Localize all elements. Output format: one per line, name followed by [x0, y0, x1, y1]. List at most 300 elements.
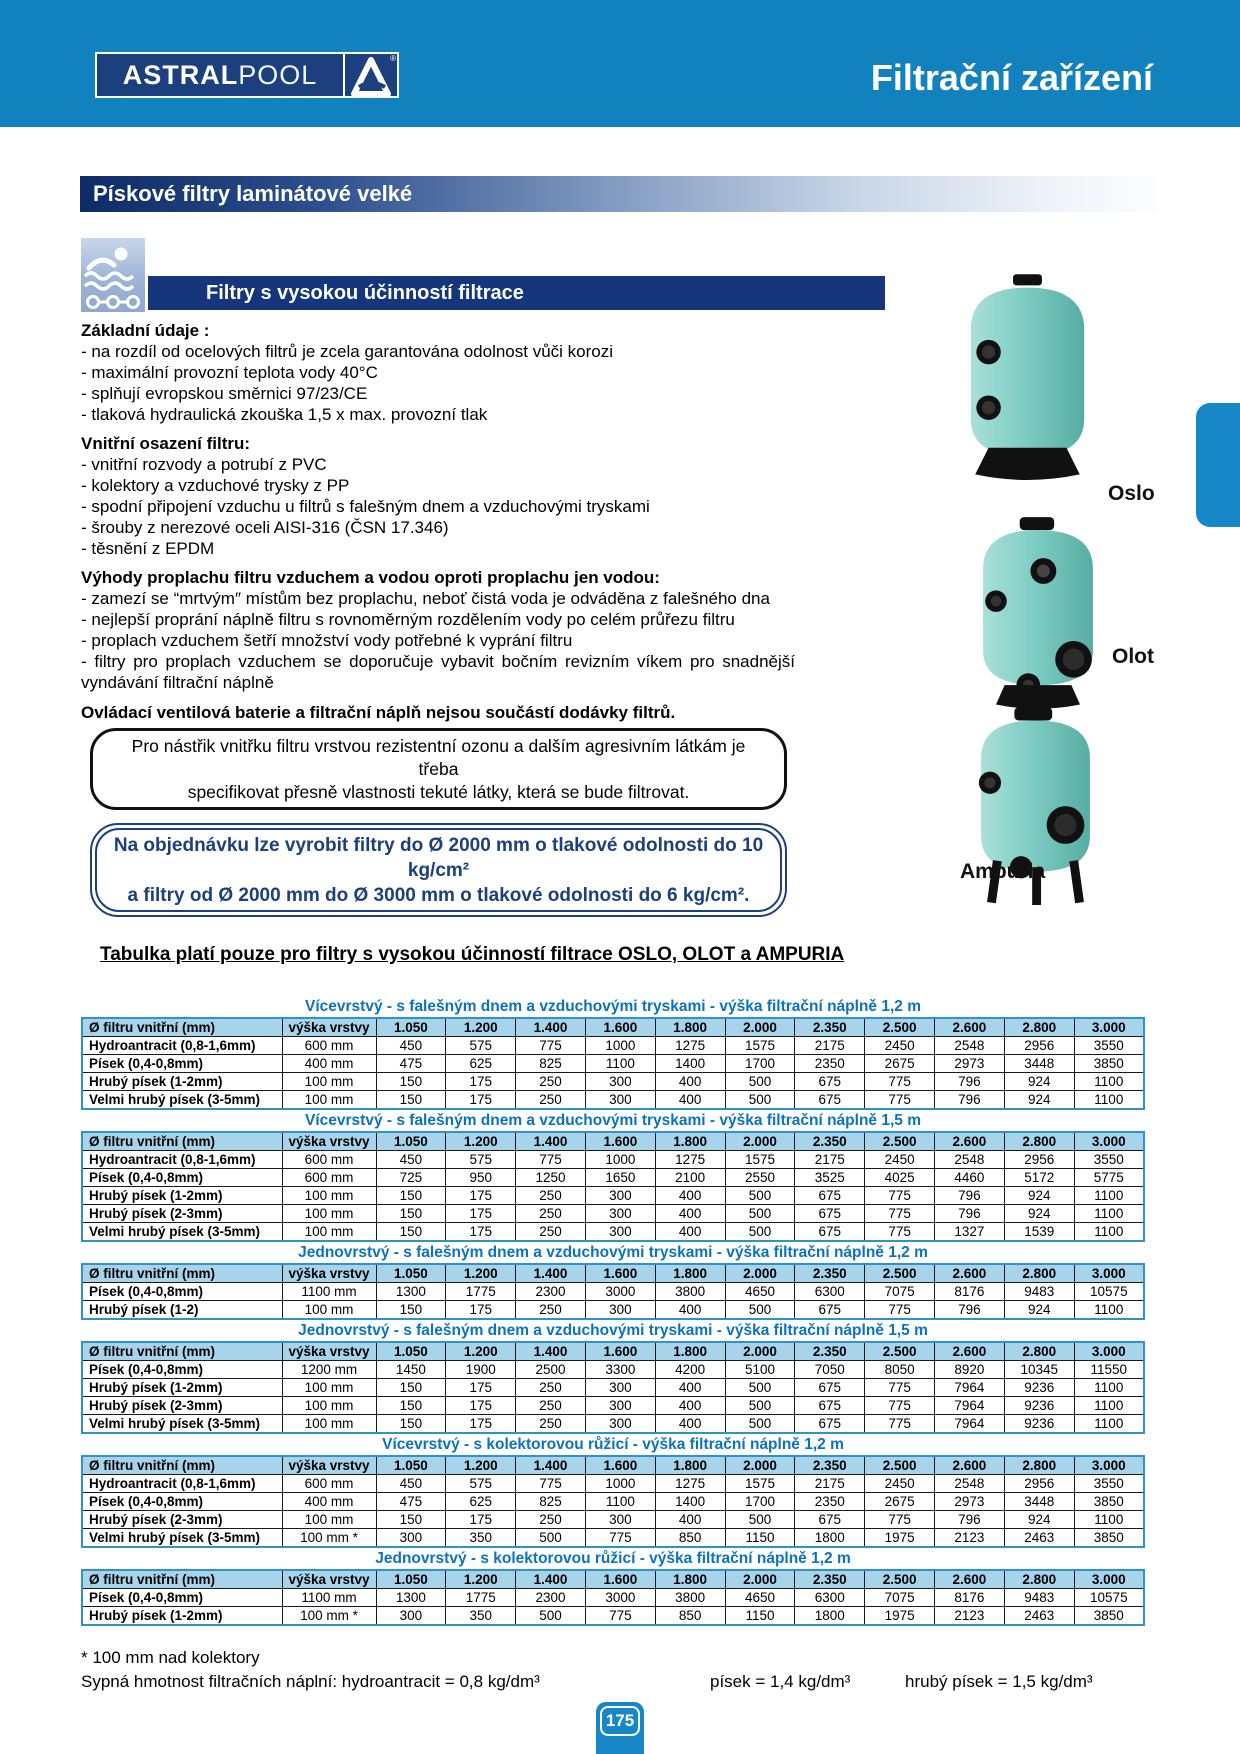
value-cell: 400	[655, 1379, 725, 1397]
table-group-title: Jednovrstvý - s kolektorovou růžicí - výška filtrační náplně 1,2 m	[375, 1550, 851, 1567]
swimmer-icon	[81, 238, 145, 312]
value-cell: 1100	[585, 1055, 655, 1073]
filter-size-table	[81, 1131, 1145, 1242]
value-cell: 675	[795, 1511, 865, 1529]
table-row	[82, 1511, 1144, 1529]
value-cell: 1100	[1074, 1511, 1144, 1529]
advantages-list	[81, 588, 795, 693]
layer-height-cell: 600 mm	[282, 1037, 376, 1055]
table-row	[82, 1151, 1144, 1169]
table-group-title: Vícevrstvý - s falešným dnem a vzduchovými tryskami - výška filtrační náplně 1,5 m	[305, 1112, 921, 1129]
value-cell: 575	[446, 1475, 516, 1493]
filter-size-table	[81, 1341, 1145, 1434]
table-row	[82, 1379, 1144, 1397]
column-header: 2.500	[865, 1264, 935, 1283]
value-cell: 796	[935, 1091, 1005, 1110]
value-cell: 950	[446, 1169, 516, 1187]
filter-size-table	[81, 1017, 1145, 1110]
layer-height-cell: 100 mm	[282, 1301, 376, 1320]
value-cell: 9236	[1004, 1397, 1074, 1415]
value-cell: 300	[585, 1511, 655, 1529]
value-cell: 1100	[1074, 1073, 1144, 1091]
value-cell: 300	[585, 1415, 655, 1434]
media-label-cell: Hrubý písek (2-3mm)	[82, 1397, 282, 1415]
value-cell: 2450	[865, 1475, 935, 1493]
value-cell: 3850	[1074, 1055, 1144, 1073]
value-cell: 400	[655, 1511, 725, 1529]
media-label-cell: Písek (0,4-0,8mm)	[82, 1493, 282, 1511]
value-cell: 1300	[376, 1283, 446, 1301]
column-header: 1.800	[655, 1570, 725, 1589]
value-cell: 11550	[1074, 1361, 1144, 1379]
layer-height-cell: 100 mm	[282, 1511, 376, 1529]
value-cell: 1150	[725, 1607, 795, 1626]
value-cell: 1100	[1074, 1187, 1144, 1205]
value-cell: 2350	[795, 1493, 865, 1511]
value-cell: 250	[516, 1397, 586, 1415]
table-row	[82, 1223, 1144, 1242]
value-cell: 2123	[935, 1607, 1005, 1626]
value-cell: 1775	[446, 1589, 516, 1607]
value-cell: 8050	[865, 1361, 935, 1379]
value-cell: 675	[795, 1415, 865, 1434]
value-cell: 350	[446, 1529, 516, 1548]
column-header: Ø filtru vnitřní (mm)	[82, 1264, 282, 1283]
value-cell: 150	[376, 1511, 446, 1529]
value-cell: 400	[655, 1301, 725, 1320]
value-cell: 10345	[1004, 1361, 1074, 1379]
value-cell: 9236	[1004, 1379, 1074, 1397]
value-cell: 250	[516, 1379, 586, 1397]
value-cell: 150	[376, 1205, 446, 1223]
bullet-item: - kolektory a vzduchové trysky z PP	[81, 476, 350, 495]
value-cell: 796	[935, 1301, 1005, 1320]
column-header: 3.000	[1074, 1342, 1144, 1361]
table-row	[82, 1397, 1144, 1415]
layer-height-cell: 600 mm	[282, 1151, 376, 1169]
value-cell: 400	[655, 1415, 725, 1434]
column-header: 1.600	[585, 1456, 655, 1475]
column-header: 2.800	[1004, 1342, 1074, 1361]
value-cell: 3800	[655, 1589, 725, 1607]
value-cell: 1150	[725, 1529, 795, 1548]
table-row	[82, 1187, 1144, 1205]
value-cell: 1975	[865, 1607, 935, 1626]
value-cell: 3000	[585, 1589, 655, 1607]
value-cell: 350	[446, 1607, 516, 1626]
value-cell: 250	[516, 1415, 586, 1434]
value-cell: 500	[725, 1511, 795, 1529]
astralpool-a-logo-mark	[343, 54, 397, 96]
column-header: 2.600	[935, 1456, 1005, 1475]
column-header: 1.050	[376, 1342, 446, 1361]
value-cell: 1539	[1004, 1223, 1074, 1242]
column-header: Ø filtru vnitřní (mm)	[82, 1132, 282, 1151]
table-header-row	[82, 1342, 1144, 1361]
media-label-cell: Velmi hrubý písek (3-5mm)	[82, 1529, 282, 1548]
column-header: 2.600	[935, 1132, 1005, 1151]
value-cell: 2973	[935, 1493, 1005, 1511]
media-label-cell: Hrubý písek (2-3mm)	[82, 1205, 282, 1223]
value-cell: 250	[516, 1223, 586, 1242]
value-cell: 625	[446, 1493, 516, 1511]
column-header: 2.500	[865, 1018, 935, 1037]
value-cell: 1800	[795, 1529, 865, 1548]
layer-height-cell: 100 mm	[282, 1073, 376, 1091]
column-header: 2.000	[725, 1264, 795, 1283]
filter-size-table	[81, 1455, 1145, 1548]
value-cell: 3550	[1074, 1475, 1144, 1493]
value-cell: 400	[655, 1073, 725, 1091]
value-cell: 500	[516, 1529, 586, 1548]
value-cell: 500	[516, 1607, 586, 1626]
product-label-olot: Olot	[1112, 645, 1154, 668]
value-cell: 924	[1004, 1511, 1074, 1529]
column-header: výška vrstvy	[282, 1342, 376, 1361]
value-cell: 1000	[585, 1037, 655, 1055]
column-header: Ø filtru vnitřní (mm)	[82, 1456, 282, 1475]
value-cell: 675	[795, 1397, 865, 1415]
value-cell: 8176	[935, 1589, 1005, 1607]
value-cell: 775	[865, 1379, 935, 1397]
value-cell: 796	[935, 1511, 1005, 1529]
value-cell: 3850	[1074, 1607, 1144, 1626]
value-cell: 796	[935, 1187, 1005, 1205]
subsection-title: Filtry s vysokou účinností filtrace	[206, 282, 524, 304]
column-header: výška vrstvy	[282, 1018, 376, 1037]
media-label-cell: Písek (0,4-0,8mm)	[82, 1589, 282, 1607]
table-group-title: Vícevrstvý - s kolektorovou růžicí - výška filtrační náplně 1,2 m	[382, 1436, 844, 1453]
value-cell: 9483	[1004, 1283, 1074, 1301]
layer-height-cell: 400 mm	[282, 1493, 376, 1511]
value-cell: 796	[935, 1205, 1005, 1223]
value-cell: 2675	[865, 1055, 935, 1073]
value-cell: 4650	[725, 1283, 795, 1301]
media-label-cell: Písek (0,4-0,8mm)	[82, 1361, 282, 1379]
layer-height-cell: 1100 mm	[282, 1589, 376, 1607]
column-header: 2.800	[1004, 1264, 1074, 1283]
advantages-heading: Výhody proplachu filtru vzduchem a vodou oproti proplachu jen vodou:	[81, 568, 660, 587]
column-header: 1.800	[655, 1342, 725, 1361]
value-cell: 775	[865, 1223, 935, 1242]
value-cell: 8176	[935, 1283, 1005, 1301]
column-header: 1.600	[585, 1018, 655, 1037]
column-header: 2.350	[795, 1018, 865, 1037]
bullet-item: - tlaková hydraulická zkouška 1,5 x max. provozní tlak	[81, 405, 488, 424]
value-cell: 175	[446, 1415, 516, 1434]
value-cell: 175	[446, 1091, 516, 1110]
filter-size-table	[81, 1263, 1145, 1320]
table-row	[82, 1475, 1144, 1493]
density-note-sand: písek = 1,4 kg/dm³	[710, 1672, 851, 1691]
ozone-note-line2: specifikovat přesně vlastnosti tekuté látky, která se bude filtrovat.	[187, 781, 690, 802]
value-cell: 2100	[655, 1169, 725, 1187]
value-cell: 924	[1004, 1073, 1074, 1091]
column-header: 1.800	[655, 1132, 725, 1151]
column-header: 1.400	[516, 1342, 586, 1361]
filter-tables	[81, 996, 1145, 1626]
media-label-cell: Hrubý písek (2-3mm)	[82, 1511, 282, 1529]
value-cell: 1100	[1074, 1205, 1144, 1223]
column-header: 1.400	[516, 1264, 586, 1283]
product-label-ampuria: Ampuria	[960, 860, 1046, 883]
value-cell: 1450	[376, 1361, 446, 1379]
bullet-item: - filtry pro proplach vzduchem se doporučuje vybavit bočním revizním víkem pro snadnější vyndávání filtrační náplně	[81, 652, 795, 692]
column-header: 2.600	[935, 1570, 1005, 1589]
value-cell: 3525	[795, 1169, 865, 1187]
value-cell: 2956	[1004, 1151, 1074, 1169]
page-number-badge	[596, 1702, 644, 1754]
table-row	[82, 1037, 1144, 1055]
value-cell: 475	[376, 1493, 446, 1511]
section-title: Pískové filtry laminátové velké	[93, 181, 413, 206]
value-cell: 5172	[1004, 1169, 1074, 1187]
media-label-cell: Hrubý písek (1-2mm)	[82, 1379, 282, 1397]
value-cell: 450	[376, 1151, 446, 1169]
column-header: 2.000	[725, 1132, 795, 1151]
column-header: 2.000	[725, 1018, 795, 1037]
value-cell: 7964	[935, 1397, 1005, 1415]
table-applicability-note: Tabulka platí pouze pro filtry s vysokou účinností filtrace OSLO, OLOT a AMPURIA	[100, 944, 845, 965]
table-row	[82, 1073, 1144, 1091]
media-label-cell: Hrubý písek (1-2mm)	[82, 1073, 282, 1091]
media-label-cell: Písek (0,4-0,8mm)	[82, 1055, 282, 1073]
column-header: 3.000	[1074, 1456, 1144, 1475]
value-cell: 300	[585, 1091, 655, 1110]
product-label-oslo: Oslo	[1108, 482, 1155, 505]
value-cell: 4200	[655, 1361, 725, 1379]
table-group-title: Jednovrstvý - s falešným dnem a vzduchovými tryskami - výška filtrační náplně 1,5 m	[298, 1322, 928, 1339]
subsection-title-bar	[148, 276, 885, 310]
table-header-row	[82, 1456, 1144, 1475]
layer-height-cell: 100 mm	[282, 1205, 376, 1223]
column-header: 2.350	[795, 1456, 865, 1475]
value-cell: 7050	[795, 1361, 865, 1379]
value-cell: 1100	[1074, 1223, 1144, 1242]
density-note-hydroanthracite: Sypná hmotnost filtračních náplní: hydroantracit = 0,8 kg/dm³	[81, 1672, 540, 1691]
column-header: 1.050	[376, 1018, 446, 1037]
layer-height-cell: 100 mm	[282, 1397, 376, 1415]
value-cell: 1327	[935, 1223, 1005, 1242]
table-header-row	[82, 1132, 1144, 1151]
value-cell: 2450	[865, 1037, 935, 1055]
layer-height-cell: 600 mm	[282, 1475, 376, 1493]
value-cell: 400	[655, 1091, 725, 1110]
column-header: 1.600	[585, 1570, 655, 1589]
value-cell: 500	[725, 1397, 795, 1415]
value-cell: 175	[446, 1397, 516, 1415]
value-cell: 675	[795, 1379, 865, 1397]
value-cell: 775	[865, 1397, 935, 1415]
value-cell: 1275	[655, 1151, 725, 1169]
value-cell: 250	[516, 1073, 586, 1091]
table-row	[82, 1301, 1144, 1320]
table-row	[82, 1205, 1144, 1223]
value-cell: 300	[585, 1187, 655, 1205]
media-label-cell: Hydroantracit (0,8-1,6mm)	[82, 1151, 282, 1169]
column-header: 1.400	[516, 1018, 586, 1037]
value-cell: 175	[446, 1223, 516, 1242]
value-cell: 575	[446, 1037, 516, 1055]
value-cell: 1400	[655, 1493, 725, 1511]
table-row	[82, 1529, 1144, 1548]
layer-height-cell: 100 mm	[282, 1415, 376, 1434]
column-header: 1.200	[446, 1342, 516, 1361]
value-cell: 2548	[935, 1151, 1005, 1169]
table-row	[82, 1589, 1144, 1607]
value-cell: 500	[725, 1073, 795, 1091]
custom-order-line1: Na objednávku lze vyrobit filtry do Ø 2000 mm o tlakové odolnosti do 10 kg/cm²	[113, 834, 764, 881]
bullet-item: - vnitřní rozvody a potrubí z PVC	[81, 455, 327, 474]
value-cell: 775	[516, 1475, 586, 1493]
value-cell: 150	[376, 1415, 446, 1434]
value-cell: 1975	[865, 1529, 935, 1548]
logo-astral: ASTRAL	[122, 59, 239, 90]
value-cell: 4460	[935, 1169, 1005, 1187]
value-cell: 1300	[376, 1589, 446, 1607]
value-cell: 850	[655, 1529, 725, 1548]
column-header: 2.800	[1004, 1456, 1074, 1475]
value-cell: 500	[725, 1301, 795, 1320]
value-cell: 450	[376, 1037, 446, 1055]
header-band	[0, 0, 1240, 127]
value-cell: 2175	[795, 1475, 865, 1493]
value-cell: 2463	[1004, 1607, 1074, 1626]
ozone-note-box	[90, 728, 787, 810]
value-cell: 1575	[725, 1475, 795, 1493]
media-label-cell: Hrubý písek (1-2mm)	[82, 1187, 282, 1205]
custom-order-box-inner	[95, 828, 782, 912]
column-header: 2.000	[725, 1570, 795, 1589]
value-cell: 300	[376, 1529, 446, 1548]
custom-order-line2: a filtry od Ø 2000 mm do Ø 3000 mm o tlakové odolnosti do 6 kg/cm².	[127, 884, 750, 906]
table-header-row	[82, 1570, 1144, 1589]
value-cell: 3448	[1004, 1493, 1074, 1511]
value-cell: 775	[516, 1037, 586, 1055]
value-cell: 924	[1004, 1091, 1074, 1110]
media-label-cell: Velmi hrubý písek (3-5mm)	[82, 1091, 282, 1110]
column-header: 1.400	[516, 1456, 586, 1475]
value-cell: 175	[446, 1073, 516, 1091]
value-cell: 5100	[725, 1361, 795, 1379]
value-cell: 250	[516, 1301, 586, 1320]
value-cell: 2956	[1004, 1475, 1074, 1493]
table-row	[82, 1607, 1144, 1626]
column-header: 1.200	[446, 1456, 516, 1475]
value-cell: 775	[516, 1151, 586, 1169]
custom-order-box	[90, 823, 787, 917]
bullet-item: - spodní připojení vzduchu u filtrů s falešným dnem a vzduchovými tryskami	[81, 497, 650, 516]
filter-size-table	[81, 1569, 1145, 1626]
media-label-cell: Hrubý písek (1-2)	[82, 1301, 282, 1320]
basic-data-heading: Základní údaje :	[81, 321, 210, 340]
a-triangle-icon	[349, 57, 393, 97]
layer-height-cell: 1200 mm	[282, 1361, 376, 1379]
column-header: 1.200	[446, 1570, 516, 1589]
column-header: 3.000	[1074, 1264, 1144, 1283]
table-group-title: Jednovrstvý - s falešným dnem a vzduchovými tryskami - výška filtrační náplně 1,2 m	[298, 1244, 928, 1261]
value-cell: 1000	[585, 1475, 655, 1493]
column-header: výška vrstvy	[282, 1132, 376, 1151]
value-cell: 150	[376, 1397, 446, 1415]
value-cell: 450	[376, 1475, 446, 1493]
value-cell: 1275	[655, 1475, 725, 1493]
value-cell: 924	[1004, 1301, 1074, 1320]
layer-height-cell: 1100 mm	[282, 1283, 376, 1301]
value-cell: 400	[655, 1397, 725, 1415]
value-cell: 3000	[585, 1283, 655, 1301]
value-cell: 725	[376, 1169, 446, 1187]
value-cell: 300	[376, 1607, 446, 1626]
column-header: 1.050	[376, 1132, 446, 1151]
column-header: 1.400	[516, 1132, 586, 1151]
column-header: 1.600	[585, 1264, 655, 1283]
basic-data-list	[81, 341, 795, 425]
value-cell: 675	[795, 1205, 865, 1223]
value-cell: 2350	[795, 1055, 865, 1073]
value-cell: 775	[865, 1301, 935, 1320]
logo-pool: POOL	[238, 59, 318, 90]
table-row	[82, 1091, 1144, 1110]
media-label-cell: Velmi hrubý písek (3-5mm)	[82, 1223, 282, 1242]
value-cell: 1900	[446, 1361, 516, 1379]
value-cell: 175	[446, 1379, 516, 1397]
page-number: 175	[600, 1706, 640, 1736]
layer-height-cell: 100 mm *	[282, 1529, 376, 1548]
value-cell: 825	[516, 1493, 586, 1511]
value-cell: 7075	[865, 1283, 935, 1301]
value-cell: 2300	[516, 1283, 586, 1301]
bullet-item: - těsnění z EPDM	[81, 539, 215, 558]
value-cell: 250	[516, 1091, 586, 1110]
section-title-bar	[80, 176, 1158, 212]
value-cell: 2973	[935, 1055, 1005, 1073]
column-header: 2.500	[865, 1456, 935, 1475]
value-cell: 3800	[655, 1283, 725, 1301]
column-header: 2.800	[1004, 1570, 1074, 1589]
value-cell: 1650	[585, 1169, 655, 1187]
value-cell: 775	[865, 1205, 935, 1223]
value-cell: 775	[865, 1415, 935, 1434]
value-cell: 5775	[1074, 1169, 1144, 1187]
value-cell: 300	[585, 1397, 655, 1415]
value-cell: 1100	[585, 1493, 655, 1511]
column-header: 2.350	[795, 1264, 865, 1283]
bullet-item: - proplach vzduchem šetří množství vody potřebné k vyprání filtru	[81, 631, 573, 650]
value-cell: 300	[585, 1205, 655, 1223]
value-cell: 3448	[1004, 1055, 1074, 1073]
table-header-row	[82, 1264, 1144, 1283]
value-cell: 150	[376, 1301, 446, 1320]
value-cell: 1250	[516, 1169, 586, 1187]
value-cell: 9236	[1004, 1415, 1074, 1434]
value-cell: 175	[446, 1187, 516, 1205]
value-cell: 500	[725, 1223, 795, 1242]
column-header: výška vrstvy	[282, 1264, 376, 1283]
density-note-coarse-sand: hrubý písek = 1,5 kg/dm³	[905, 1672, 1093, 1691]
value-cell: 775	[585, 1529, 655, 1548]
layer-height-cell: 100 mm *	[282, 1607, 376, 1626]
asterisk-note: * 100 mm nad kolektory	[81, 1648, 260, 1667]
value-cell: 1700	[725, 1493, 795, 1511]
column-header: 1.600	[585, 1132, 655, 1151]
column-header: 1.200	[446, 1018, 516, 1037]
value-cell: 2956	[1004, 1037, 1074, 1055]
media-label-cell: Hydroantracit (0,8-1,6mm)	[82, 1037, 282, 1055]
value-cell: 10575	[1074, 1589, 1144, 1607]
table-row	[82, 1415, 1144, 1434]
table-group-title: Vícevrstvý - s falešným dnem a vzduchovými tryskami - výška filtrační náplně 1,2 m	[305, 998, 921, 1015]
